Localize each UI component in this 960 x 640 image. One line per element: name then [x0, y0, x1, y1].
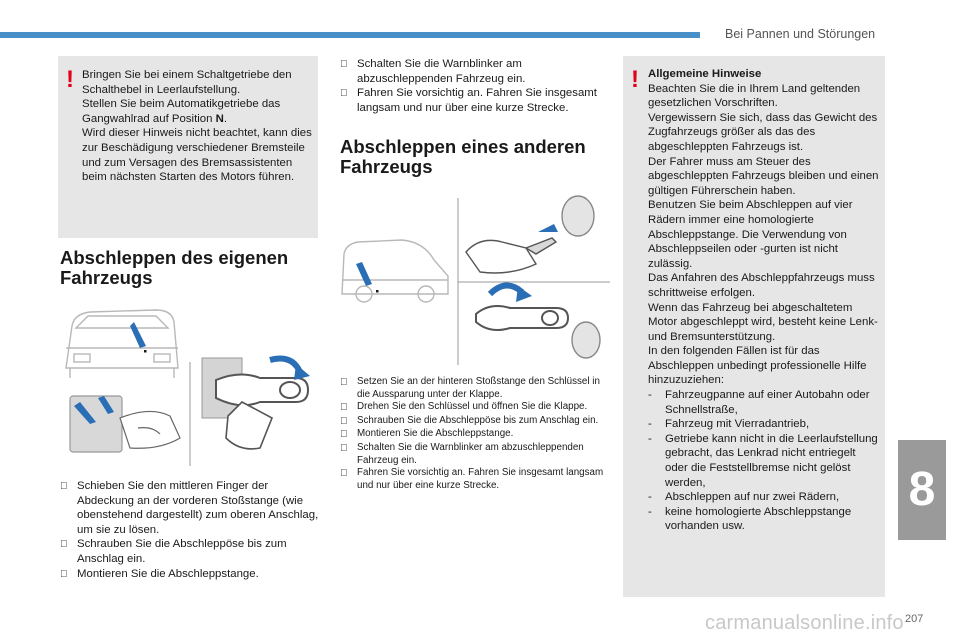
list-item-text: Schalten Sie die Warnblinker am abzuschleppenden Fahrzeug ein. — [357, 58, 526, 85]
dash-list-item — [648, 505, 880, 534]
arrow-icon — [130, 322, 146, 348]
dash-symbol: - — [648, 505, 652, 518]
chapter-title: Bei Pannen und Störungen — [725, 27, 876, 41]
key-hand-icon — [466, 196, 594, 273]
dash-symbol: - — [648, 491, 652, 504]
watermark: carmanualsonline.info — [705, 612, 904, 634]
van-front-icon — [66, 310, 178, 378]
warning-paragraph: In den folgenden Fällen ist für das Abschleppen unbedingt professionelle Hilfe hinzuzuziehen: — [648, 345, 867, 387]
bullet-symbol — [60, 537, 77, 566]
dash-list-item — [648, 432, 880, 490]
illustration-front-towing-eye — [60, 298, 322, 466]
bullet-symbol — [340, 57, 357, 86]
bullet-symbol — [340, 467, 357, 492]
illustration-rear-towing-eye — [340, 190, 610, 365]
warning-paragraph: Benutzen Sie beim Abschleppen auf vier Rädern immer eine homologierte Abschleppstange. Die Verwendung von Abschleppseilen oder -gurten ist nicht zulässig. — [648, 199, 853, 270]
bullet-symbol — [340, 86, 357, 115]
list-item — [340, 376, 605, 401]
bullet-symbol — [340, 428, 357, 442]
arrow-icon — [538, 224, 558, 232]
list-item-text: Schrauben Sie die Abschleppöse bis zum Anschlag ein. — [357, 413, 599, 425]
rear-tow-eye-icon — [476, 306, 600, 358]
list-item — [60, 537, 320, 566]
chapter-number: 8 — [908, 463, 936, 516]
list-item-text: Setzen Sie an der hinteren Stoßstange den Schlüssel in die Aussparung unter der Klappe. — [357, 376, 600, 400]
dash-symbol: - — [648, 418, 652, 431]
list-item — [340, 428, 605, 442]
list-item — [60, 479, 320, 537]
section-title-own-vehicle: Abschleppen des eigenen Fahrzeugs — [60, 247, 289, 288]
dash-list-item — [648, 417, 880, 432]
warning-line-part: . — [223, 112, 228, 125]
position-n: N — [215, 112, 224, 125]
warning-paragraph: Vergewissern Sie sich, dass das Gewicht des Zugfahrzeugs größer als das des abgeschleppten Fahrzeugs ist. — [648, 111, 878, 153]
list-item-text: Montieren Sie die Abschleppstange. — [77, 567, 259, 580]
header-accent-bar — [0, 32, 700, 38]
dash-list-item — [648, 388, 880, 417]
arrow-icon — [356, 262, 372, 286]
bullet-symbol — [340, 442, 357, 467]
list-item-text: Schrauben Sie die Abschleppöse bis zum Anschlag ein. — [77, 538, 287, 565]
list-item — [60, 567, 320, 583]
dash-item-text: Getriebe kann nicht in die Leerlaufstellung gebracht, das Lenkrad nicht entriegelt oder die Feststellbremse nicht gelöst werden, — [665, 432, 878, 489]
list-item-text: Schalten Sie die Warnblinker am abzuschleppenden Fahrzeug ein. — [357, 438, 584, 463]
list-item-text: Fahren Sie vorsichtig an. Fahren Sie insgesamt langsam und nur über eine kurze Strecke. — [357, 87, 597, 114]
exclamation-icon: ! — [66, 66, 74, 93]
list-item — [340, 86, 605, 115]
bullet-symbol — [340, 415, 357, 429]
warning-line: Bringen Sie bei einem Schaltgetriebe den Schalthebel in Leerlaufstellung. — [82, 69, 292, 96]
bullet-list-intro — [340, 57, 605, 115]
dash-list-item — [648, 490, 880, 505]
list-item — [340, 464, 605, 492]
page-number: 207 — [905, 613, 924, 625]
dash-symbol: - — [648, 389, 652, 402]
warning-line — [82, 97, 312, 126]
list-item-text: Drehen Sie den Schlüssel und öffnen Sie die Klappe. — [357, 401, 588, 413]
section-title-other-vehicle: Abschleppen eines anderen Fahrzeugs — [340, 136, 586, 177]
list-item — [340, 438, 605, 467]
list-item-text: Montieren Sie die Abschleppstange. — [357, 426, 514, 438]
list-item — [340, 57, 605, 86]
chapter-tab — [898, 440, 946, 540]
tow-eye-icon — [198, 356, 322, 466]
warning-line: Wird dieser Hinweis nicht beachtet, kann dies zur Beschädigung verschiedener Bremsteile und zum Versagen des Bremsassistenten beim nächsten Starten des Motors führen. — [82, 127, 312, 184]
dash-item-text: keine homologierte Abschleppstange vorhanden usw. — [665, 505, 852, 533]
list-item — [340, 415, 605, 429]
list-item-text: Fahren Sie vorsichtig an. Fahren Sie insgesamt langsam und nur über eine kurze Strecke. — [357, 464, 604, 488]
dash-item-text: Abschleppen auf nur zwei Rädern, — [665, 491, 840, 504]
warning-heading: Allgemeine Hinweise — [648, 68, 762, 80]
warning-paragraph: Beachten Sie die in Ihrem Land geltenden gesetzlichen Vorschriften. — [648, 82, 861, 110]
bullet-symbol — [340, 376, 357, 401]
bullet-list-own-vehicle — [60, 479, 320, 582]
warning-text — [82, 68, 312, 185]
bullet-list-other-vehicle — [340, 376, 605, 492]
bullet-symbol — [60, 479, 77, 537]
dash-symbol: - — [648, 432, 652, 445]
list-item — [340, 401, 605, 415]
warning-line-part: Stellen Sie beim Automatikgetriebe das Gangwahlrad auf Position — [82, 98, 281, 125]
warning-paragraph: Der Fahrer muss am Steuer des abgeschleppten Fahrzeugs bleiben und einen gültigen Führerschein haben. — [648, 155, 879, 197]
dash-item-text: Fahrzeugpanne auf einer Autobahn oder Schnellstraße, — [665, 389, 870, 416]
list-item-text: Schieben Sie den mittleren Finger der Abdeckung an der vorderen Stoßstange (wie obenstehend dargestellt) zum oberen Anschlag, um sie zu lösen. — [77, 480, 319, 536]
warning-box-gearbox — [58, 56, 318, 238]
hand-detail-icon — [70, 396, 180, 452]
warning-box-general — [623, 56, 885, 597]
dash-item-text: Fahrzeug mit Vierradantrieb, — [665, 418, 810, 431]
warning-text — [648, 67, 880, 534]
warning-paragraph: Wenn das Fahrzeug bei abgeschaltetem Motor abgeschleppt wird, besteht keine Lenk- und Bremsunterstützung. — [648, 301, 878, 343]
bullet-symbol — [60, 567, 77, 583]
van-rear-icon — [342, 240, 448, 302]
exclamation-icon: ! — [631, 66, 639, 93]
bullet-symbol — [340, 401, 357, 415]
warning-paragraph: Das Anfahren des Abschleppfahrzeugs muss schrittweise erfolgen. — [648, 272, 875, 299]
